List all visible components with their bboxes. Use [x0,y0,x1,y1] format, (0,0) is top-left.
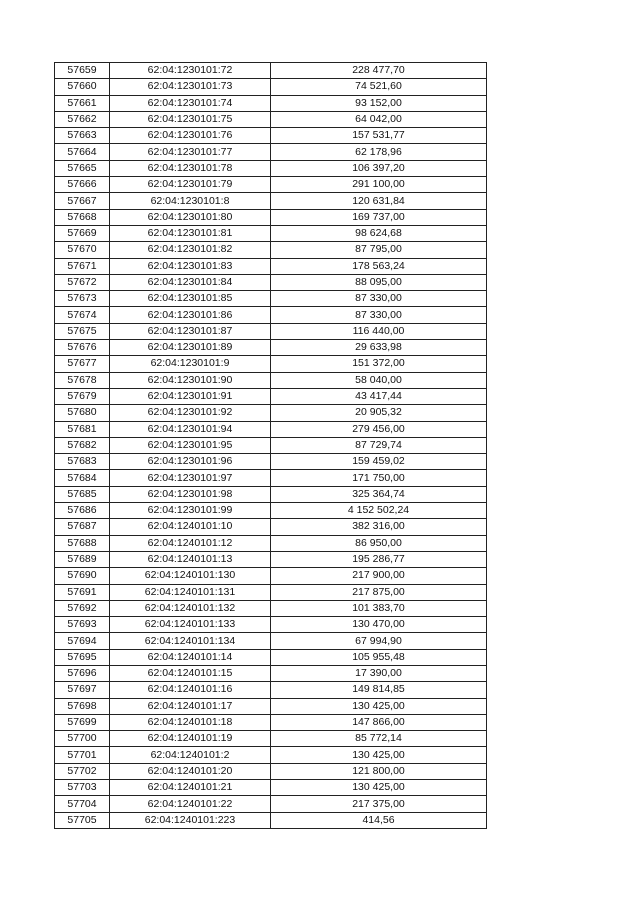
value-cell: 151 372,00 [271,356,487,372]
cadastral-number-cell: 62:04:1230101:97 [110,470,271,486]
table-row [55,128,487,144]
table-row [55,63,487,79]
cadastral-number-cell: 62:04:1230101:77 [110,144,271,160]
table-row [55,600,487,616]
cadastral-number-cell: 62:04:1230101:75 [110,111,271,127]
cadastral-number-cell: 62:04:1230101:78 [110,160,271,176]
cadastral-number-cell: 62:04:1230101:81 [110,225,271,241]
table-row [55,568,487,584]
row-number-cell: 57687 [55,519,110,535]
value-cell: 169 737,00 [271,209,487,225]
cadastral-number-cell: 62:04:1230101:86 [110,307,271,323]
cadastral-number-cell: 62:04:1240101:13 [110,551,271,567]
cadastral-number-cell: 62:04:1240101:17 [110,698,271,714]
value-cell: 149 814,85 [271,682,487,698]
value-cell: 74 521,60 [271,79,487,95]
value-cell: 178 563,24 [271,258,487,274]
value-cell: 157 531,77 [271,128,487,144]
row-number-cell: 57659 [55,63,110,79]
table-row [55,551,487,567]
cadastral-number-cell: 62:04:1240101:18 [110,714,271,730]
value-cell: 279 456,00 [271,421,487,437]
row-number-cell: 57688 [55,535,110,551]
row-number-cell: 57700 [55,731,110,747]
value-cell: 62 178,96 [271,144,487,160]
cadastral-number-cell: 62:04:1240101:133 [110,617,271,633]
row-number-cell: 57665 [55,160,110,176]
value-cell: 105 955,48 [271,649,487,665]
row-number-cell: 57690 [55,568,110,584]
table-row [55,763,487,779]
table-row [55,796,487,812]
cadastral-number-cell: 62:04:1240101:223 [110,812,271,828]
row-number-cell: 57682 [55,437,110,453]
table-row [55,682,487,698]
value-cell: 85 772,14 [271,731,487,747]
value-cell: 87 330,00 [271,307,487,323]
table-row [55,291,487,307]
row-number-cell: 57685 [55,486,110,502]
value-cell: 217 875,00 [271,584,487,600]
cadastral-number-cell: 62:04:1230101:83 [110,258,271,274]
cadastral-number-cell: 62:04:1230101:80 [110,209,271,225]
table-row [55,747,487,763]
cadastral-number-cell: 62:04:1230101:90 [110,372,271,388]
table-row [55,340,487,356]
row-number-cell: 57699 [55,714,110,730]
table-row [55,323,487,339]
table-row [55,535,487,551]
value-cell: 228 477,70 [271,63,487,79]
table-row [55,584,487,600]
table-row [55,454,487,470]
value-cell: 87 729,74 [271,437,487,453]
table-row [55,274,487,290]
cadastral-number-cell: 62:04:1240101:134 [110,633,271,649]
table-row [55,405,487,421]
row-number-cell: 57667 [55,193,110,209]
cadastral-number-cell: 62:04:1230101:92 [110,405,271,421]
table-row [55,307,487,323]
value-cell: 67 994,90 [271,633,487,649]
table-row [55,177,487,193]
table-row [55,111,487,127]
table-row [55,714,487,730]
table-row [55,356,487,372]
value-cell: 116 440,00 [271,323,487,339]
row-number-cell: 57701 [55,747,110,763]
value-cell: 64 042,00 [271,111,487,127]
value-cell: 414,56 [271,812,487,828]
table-body [55,63,487,829]
cadastral-number-cell: 62:04:1240101:130 [110,568,271,584]
table-row [55,649,487,665]
cadastral-number-cell: 62:04:1240101:19 [110,731,271,747]
row-number-cell: 57679 [55,388,110,404]
cadastral-number-cell: 62:04:1230101:96 [110,454,271,470]
row-number-cell: 57675 [55,323,110,339]
value-cell: 130 425,00 [271,698,487,714]
row-number-cell: 57692 [55,600,110,616]
cadastral-number-cell: 62:04:1240101:15 [110,665,271,681]
value-cell: 217 375,00 [271,796,487,812]
table-row [55,633,487,649]
table-row [55,812,487,828]
cadastral-number-cell: 62:04:1240101:131 [110,584,271,600]
value-cell: 217 900,00 [271,568,487,584]
cadastral-value-table [54,62,487,829]
value-cell: 17 390,00 [271,665,487,681]
table-row [55,503,487,519]
table-row [55,242,487,258]
table-row [55,486,487,502]
cadastral-number-cell: 62:04:1240101:20 [110,763,271,779]
row-number-cell: 57663 [55,128,110,144]
value-cell: 130 470,00 [271,617,487,633]
value-cell: 106 397,20 [271,160,487,176]
value-cell: 120 631,84 [271,193,487,209]
table-row [55,95,487,111]
cadastral-number-cell: 62:04:1240101:10 [110,519,271,535]
value-cell: 20 905,32 [271,405,487,421]
row-number-cell: 57693 [55,617,110,633]
row-number-cell: 57691 [55,584,110,600]
row-number-cell: 57678 [55,372,110,388]
row-number-cell: 57673 [55,291,110,307]
row-number-cell: 57677 [55,356,110,372]
cadastral-number-cell: 62:04:1230101:74 [110,95,271,111]
table-row [55,421,487,437]
cadastral-number-cell: 62:04:1240101:22 [110,796,271,812]
value-cell: 147 866,00 [271,714,487,730]
table-row [55,193,487,209]
value-cell: 325 364,74 [271,486,487,502]
row-number-cell: 57698 [55,698,110,714]
cadastral-number-cell: 62:04:1230101:99 [110,503,271,519]
document-page [54,62,486,829]
cadastral-number-cell: 62:04:1230101:73 [110,79,271,95]
value-cell: 98 624,68 [271,225,487,241]
value-cell: 121 800,00 [271,763,487,779]
cadastral-number-cell: 62:04:1240101:21 [110,780,271,796]
cadastral-number-cell: 62:04:1230101:79 [110,177,271,193]
table-row [55,698,487,714]
cadastral-number-cell: 62:04:1230101:9 [110,356,271,372]
value-cell: 88 095,00 [271,274,487,290]
row-number-cell: 57660 [55,79,110,95]
value-cell: 195 286,77 [271,551,487,567]
cadastral-number-cell: 62:04:1230101:98 [110,486,271,502]
cadastral-number-cell: 62:04:1230101:94 [110,421,271,437]
value-cell: 130 425,00 [271,747,487,763]
table-row [55,780,487,796]
table-row [55,144,487,160]
row-number-cell: 57705 [55,812,110,828]
row-number-cell: 57668 [55,209,110,225]
table-row [55,519,487,535]
cadastral-number-cell: 62:04:1230101:84 [110,274,271,290]
cadastral-number-cell: 62:04:1240101:16 [110,682,271,698]
row-number-cell: 57671 [55,258,110,274]
cadastral-number-cell: 62:04:1240101:2 [110,747,271,763]
row-number-cell: 57683 [55,454,110,470]
table-row [55,209,487,225]
value-cell: 171 750,00 [271,470,487,486]
row-number-cell: 57669 [55,225,110,241]
cadastral-number-cell: 62:04:1230101:76 [110,128,271,144]
cadastral-number-cell: 62:04:1230101:91 [110,388,271,404]
value-cell: 159 459,02 [271,454,487,470]
value-cell: 101 383,70 [271,600,487,616]
table-row [55,731,487,747]
row-number-cell: 57661 [55,95,110,111]
row-number-cell: 57672 [55,274,110,290]
row-number-cell: 57703 [55,780,110,796]
row-number-cell: 57684 [55,470,110,486]
cadastral-number-cell: 62:04:1230101:82 [110,242,271,258]
cadastral-number-cell: 62:04:1240101:12 [110,535,271,551]
value-cell: 93 152,00 [271,95,487,111]
table-row [55,388,487,404]
row-number-cell: 57664 [55,144,110,160]
value-cell: 58 040,00 [271,372,487,388]
value-cell: 130 425,00 [271,780,487,796]
row-number-cell: 57697 [55,682,110,698]
row-number-cell: 57686 [55,503,110,519]
value-cell: 291 100,00 [271,177,487,193]
table-row [55,617,487,633]
cadastral-number-cell: 62:04:1240101:14 [110,649,271,665]
value-cell: 29 633,98 [271,340,487,356]
table-row [55,160,487,176]
row-number-cell: 57689 [55,551,110,567]
row-number-cell: 57702 [55,763,110,779]
cadastral-number-cell: 62:04:1230101:85 [110,291,271,307]
row-number-cell: 57662 [55,111,110,127]
row-number-cell: 57694 [55,633,110,649]
row-number-cell: 57680 [55,405,110,421]
row-number-cell: 57666 [55,177,110,193]
table-row [55,258,487,274]
table-row [55,470,487,486]
table-row [55,437,487,453]
cadastral-number-cell: 62:04:1230101:72 [110,63,271,79]
table-row [55,225,487,241]
value-cell: 4 152 502,24 [271,503,487,519]
row-number-cell: 57704 [55,796,110,812]
row-number-cell: 57695 [55,649,110,665]
value-cell: 86 950,00 [271,535,487,551]
table-row [55,372,487,388]
value-cell: 87 795,00 [271,242,487,258]
cadastral-number-cell: 62:04:1230101:87 [110,323,271,339]
cadastral-number-cell: 62:04:1230101:95 [110,437,271,453]
cadastral-number-cell: 62:04:1230101:8 [110,193,271,209]
cadastral-number-cell: 62:04:1240101:132 [110,600,271,616]
table-row [55,79,487,95]
row-number-cell: 57674 [55,307,110,323]
row-number-cell: 57681 [55,421,110,437]
value-cell: 382 316,00 [271,519,487,535]
row-number-cell: 57676 [55,340,110,356]
row-number-cell: 57696 [55,665,110,681]
cadastral-number-cell: 62:04:1230101:89 [110,340,271,356]
value-cell: 43 417,44 [271,388,487,404]
row-number-cell: 57670 [55,242,110,258]
value-cell: 87 330,00 [271,291,487,307]
table-row [55,665,487,681]
